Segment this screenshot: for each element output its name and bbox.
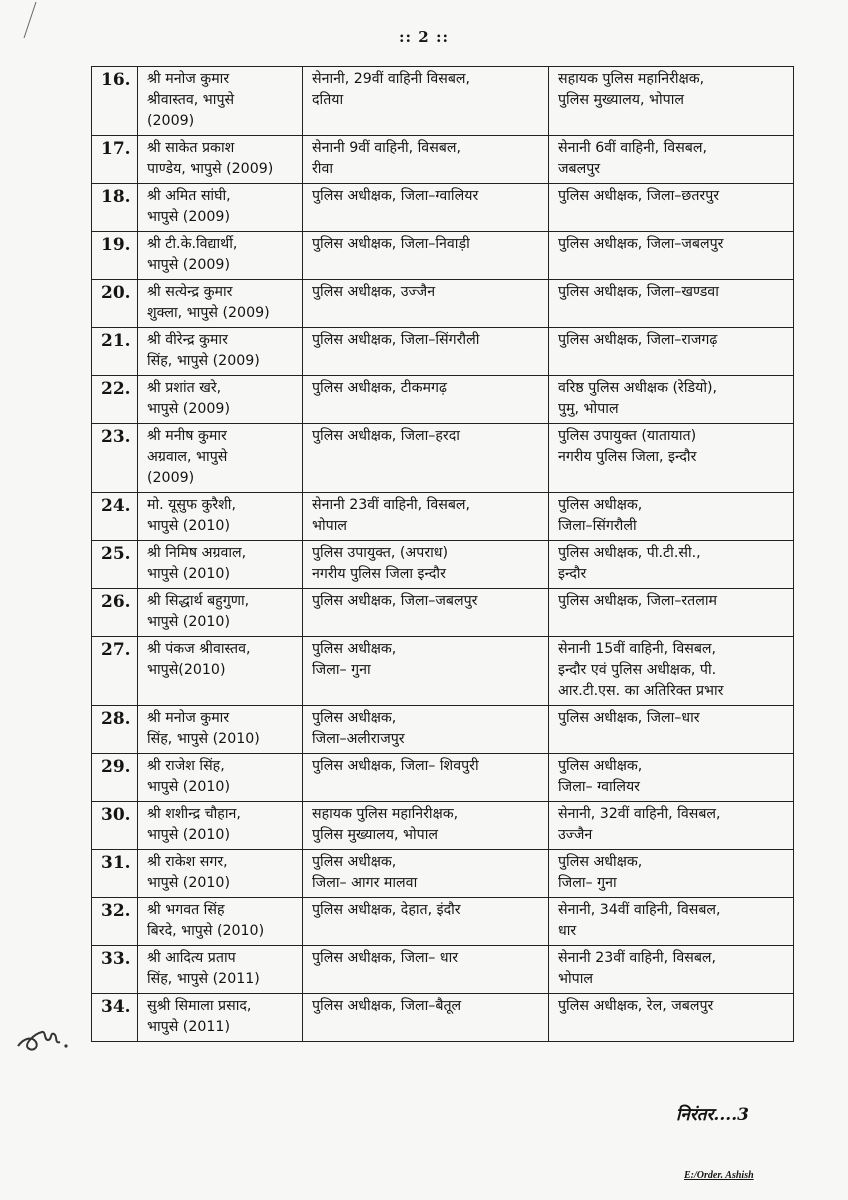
- current-posting-cell: [303, 898, 549, 946]
- new-posting-line: पुलिस अधीक्षक,: [558, 497, 643, 513]
- current-posting-cell: [303, 280, 549, 328]
- new-posting-cell: [549, 376, 794, 424]
- new-posting-line: सेनानी 6वीं वाहिनी, विसबल,: [558, 140, 708, 156]
- new-posting-cell: [549, 541, 794, 589]
- current-posting-cell: [303, 541, 549, 589]
- officer-name-line: (2009): [147, 470, 195, 486]
- current-posting-line: दतिया: [312, 92, 344, 108]
- officer-name-line: श्री अमित सांघी,: [147, 188, 231, 204]
- new-posting-line: जिला– गुना: [558, 875, 617, 891]
- new-posting-line: नगरीय पुलिस जिला, इन्दौर: [558, 449, 697, 465]
- new-posting-cell: [549, 184, 794, 232]
- new-posting-line: पुलिस मुख्यालय, भोपाल: [558, 92, 685, 108]
- officer-name-cell: [138, 754, 303, 802]
- officer-name-cell: [138, 67, 303, 136]
- current-posting-line: पुलिस अधीक्षक, उज्जैन: [312, 284, 436, 300]
- officer-name-line: भापुसे(2010): [147, 662, 226, 678]
- table-row: [92, 850, 794, 898]
- officer-name-line: सिंह, भापुसे (2010): [147, 731, 260, 747]
- serial-number: 31.: [92, 850, 138, 898]
- officer-name-line: श्री साकेत प्रकाश: [147, 140, 235, 156]
- current-posting-cell: [303, 994, 549, 1042]
- officer-name-line: मो. यूसुफ कुरैशी,: [147, 497, 236, 513]
- current-posting-line: सहायक पुलिस महानिरीक्षक,: [312, 806, 459, 822]
- officer-name-line: श्री टी.के.विद्यार्थी,: [147, 236, 238, 252]
- new-posting-line: पुलिस अधीक्षक, जिला–राजगढ़: [558, 332, 718, 348]
- continued-note: निरंतर....3: [676, 1105, 749, 1125]
- current-posting-line: पुलिस अधीक्षक, जिला–हरदा: [312, 428, 460, 444]
- serial-number: 30.: [92, 802, 138, 850]
- officer-name-cell: [138, 376, 303, 424]
- serial-number: 26.: [92, 589, 138, 637]
- officer-name-cell: [138, 232, 303, 280]
- officer-name-cell: [138, 493, 303, 541]
- table-row: [92, 754, 794, 802]
- officer-name-cell: [138, 946, 303, 994]
- current-posting-cell: [303, 376, 549, 424]
- new-posting-cell: [549, 706, 794, 754]
- new-posting-line: इन्दौर: [558, 566, 587, 582]
- serial-number: 16.: [92, 67, 138, 136]
- officer-name-line: श्री मनोज कुमार: [147, 710, 230, 726]
- officer-name-line: श्री मनीष कुमार: [147, 428, 227, 444]
- new-posting-line: भोपाल: [558, 971, 594, 987]
- officer-name-cell: [138, 994, 303, 1042]
- current-posting-cell: [303, 754, 549, 802]
- serial-number: 21.: [92, 328, 138, 376]
- new-posting-cell: [549, 946, 794, 994]
- new-posting-line: पुलिस अधीक्षक,: [558, 854, 643, 870]
- officer-name-line: श्री सिद्धार्थ बहुगुणा,: [147, 593, 250, 609]
- current-posting-cell: [303, 328, 549, 376]
- new-posting-line: वरिष्ठ पुलिस अधीक्षक (रेडियो),: [558, 380, 718, 396]
- new-posting-line: धार: [558, 923, 577, 939]
- current-posting-cell: [303, 232, 549, 280]
- current-posting-cell: [303, 589, 549, 637]
- new-posting-line: पुलिस अधीक्षक, जिला–जबलपुर: [558, 236, 724, 252]
- new-posting-line: उज्जैन: [558, 827, 593, 843]
- new-posting-cell: [549, 232, 794, 280]
- table-row: [92, 706, 794, 754]
- current-posting-line: पुलिस अधीक्षक, जिला–ग्वालियर: [312, 188, 479, 204]
- current-posting-line: पुलिस अधीक्षक, जिला–बैतूल: [312, 998, 462, 1014]
- table-row: [92, 637, 794, 706]
- table-row: [92, 541, 794, 589]
- serial-number: 32.: [92, 898, 138, 946]
- new-posting-line: पुलिस अधीक्षक, पी.टी.सी.,: [558, 545, 701, 561]
- table-row: [92, 946, 794, 994]
- serial-number: 34.: [92, 994, 138, 1042]
- table-row: [92, 994, 794, 1042]
- current-posting-line: पुलिस अधीक्षक, जिला– शिवपुरी: [312, 758, 479, 774]
- current-posting-line: पुलिस अधीक्षक, जिला–निवाड़ी: [312, 236, 470, 252]
- table-row: [92, 589, 794, 637]
- current-posting-line: पुलिस मुख्यालय, भोपाल: [312, 827, 439, 843]
- table-row: [92, 424, 794, 493]
- officer-name-cell: [138, 898, 303, 946]
- officer-name-cell: [138, 802, 303, 850]
- new-posting-line: पुमु, भोपाल: [558, 401, 619, 417]
- serial-number: 19.: [92, 232, 138, 280]
- new-posting-cell: [549, 637, 794, 706]
- officer-name-line: अग्रवाल, भापुसे: [147, 449, 228, 465]
- new-posting-cell: [549, 754, 794, 802]
- officer-name-line: भापुसे (2009): [147, 209, 230, 225]
- current-posting-cell: [303, 850, 549, 898]
- new-posting-line: जिला– ग्वालियर: [558, 779, 640, 795]
- new-posting-cell: [549, 280, 794, 328]
- current-posting-line: सेनानी, 29वीं वाहिनी विसबल,: [312, 71, 471, 87]
- officer-name-line: श्री निमिष अग्रवाल,: [147, 545, 247, 561]
- current-posting-line: भोपाल: [312, 518, 348, 534]
- table-row: [92, 232, 794, 280]
- current-posting-line: नगरीय पुलिस जिला इन्दौर: [312, 566, 446, 582]
- officer-name-line: भापुसे (2010): [147, 779, 230, 795]
- current-posting-line: पुलिस अधीक्षक, देहात, इंदौर: [312, 902, 461, 918]
- officer-name-cell: [138, 850, 303, 898]
- officer-name-line: श्री राजेश सिंह,: [147, 758, 225, 774]
- officer-name-line: सुश्री सिमाला प्रसाद,: [147, 998, 252, 1014]
- new-posting-cell: [549, 424, 794, 493]
- new-posting-cell: [549, 802, 794, 850]
- new-posting-line: पुलिस अधीक्षक, जिला–खण्डवा: [558, 284, 719, 300]
- current-posting-cell: [303, 136, 549, 184]
- new-posting-line: पुलिस अधीक्षक, जिला–रतलाम: [558, 593, 718, 609]
- new-posting-line: पुलिस अधीक्षक,: [558, 758, 643, 774]
- officer-name-cell: [138, 637, 303, 706]
- file-reference: E:/Order. Ashish: [684, 1170, 754, 1181]
- officer-name-line: सिंह, भापुसे (2011): [147, 971, 260, 987]
- new-posting-cell: [549, 898, 794, 946]
- new-posting-cell: [549, 328, 794, 376]
- officer-name-line: श्री प्रशांत खरे,: [147, 380, 222, 396]
- officer-name-cell: [138, 328, 303, 376]
- table-row: [92, 136, 794, 184]
- new-posting-cell: [549, 589, 794, 637]
- new-posting-cell: [549, 136, 794, 184]
- serial-number: 24.: [92, 493, 138, 541]
- officer-name-cell: [138, 541, 303, 589]
- officer-name-line: श्री पंकज श्रीवास्तव,: [147, 641, 251, 657]
- new-posting-line: सेनानी, 34वीं वाहिनी, विसबल,: [558, 902, 721, 918]
- current-posting-line: पुलिस उपायुक्त, (अपराध): [312, 545, 449, 561]
- officer-name-line: बिरदे, भापुसे (2010): [147, 923, 265, 939]
- new-posting-line: पुलिस अधीक्षक, रेल, जबलपुर: [558, 998, 714, 1014]
- officer-name-line: श्री मनोज कुमार: [147, 71, 230, 87]
- officer-name-line: श्री आदित्य प्रताप: [147, 950, 236, 966]
- table-row: [92, 280, 794, 328]
- current-posting-line: जिला– गुना: [312, 662, 371, 678]
- officer-name-line: भापुसे (2011): [147, 1019, 230, 1035]
- current-posting-line: सेनानी 9वीं वाहिनी, विसबल,: [312, 140, 462, 156]
- serial-number: 18.: [92, 184, 138, 232]
- serial-number: 20.: [92, 280, 138, 328]
- current-posting-line: सेनानी 23वीं वाहिनी, विसबल,: [312, 497, 471, 513]
- new-posting-line: पुलिस उपायुक्त (यातायात): [558, 428, 697, 444]
- serial-number: 27.: [92, 637, 138, 706]
- current-posting-line: पुलिस अधीक्षक,: [312, 854, 397, 870]
- current-posting-line: पुलिस अधीक्षक, जिला– धार: [312, 950, 459, 966]
- officer-name-line: भापुसे (2009): [147, 401, 230, 417]
- table-row: [92, 802, 794, 850]
- officer-name-line: श्री वीरेन्द्र कुमार: [147, 332, 228, 348]
- serial-number: 33.: [92, 946, 138, 994]
- officer-name-line: श्री भगवत सिंह: [147, 902, 225, 918]
- serial-number: 25.: [92, 541, 138, 589]
- table-row: [92, 376, 794, 424]
- new-posting-cell: [549, 493, 794, 541]
- new-posting-line: जिला–सिंगरौली: [558, 518, 637, 534]
- table-row: [92, 898, 794, 946]
- officer-name-line: श्री शशीन्द्र चौहान,: [147, 806, 241, 822]
- officer-name-line: श्री सत्येन्द्र कुमार: [147, 284, 233, 300]
- table-row: [92, 67, 794, 136]
- new-posting-line: पुलिस अधीक्षक, जिला–छतरपुर: [558, 188, 720, 204]
- new-posting-line: सेनानी 15वीं वाहिनी, विसबल,: [558, 641, 717, 657]
- new-posting-cell: [549, 67, 794, 136]
- current-posting-line: जिला–अलीराजपुर: [312, 731, 405, 747]
- table-row: [92, 328, 794, 376]
- serial-number: 29.: [92, 754, 138, 802]
- current-posting-cell: [303, 493, 549, 541]
- officer-name-line: भापुसे (2010): [147, 566, 230, 582]
- new-posting-line: आर.टी.एस. का अतिरिक्त प्रभार: [558, 683, 724, 699]
- officer-name-cell: [138, 280, 303, 328]
- officer-name-line: (2009): [147, 113, 195, 129]
- officer-name-line: भापुसे (2010): [147, 875, 230, 891]
- serial-number: 22.: [92, 376, 138, 424]
- table-row: [92, 493, 794, 541]
- current-posting-cell: [303, 946, 549, 994]
- current-posting-cell: [303, 637, 549, 706]
- current-posting-cell: [303, 424, 549, 493]
- current-posting-line: पुलिस अधीक्षक,: [312, 710, 397, 726]
- officer-name-cell: [138, 424, 303, 493]
- officer-name-line: शुक्ला, भापुसे (2009): [147, 305, 270, 321]
- officer-name-line: भापुसे (2010): [147, 614, 230, 630]
- officer-name-line: भापुसे (2010): [147, 518, 230, 534]
- page-number-marker: :: 2 ::: [398, 28, 450, 46]
- current-posting-line: रीवा: [312, 161, 334, 177]
- new-posting-cell: [549, 994, 794, 1042]
- serial-number: 23.: [92, 424, 138, 493]
- current-posting-line: पुलिस अधीक्षक, जिला–सिंगरौली: [312, 332, 480, 348]
- table-body: [92, 67, 794, 1042]
- officer-name-line: भापुसे (2009): [147, 257, 230, 273]
- current-posting-line: जिला– आगर मालवा: [312, 875, 418, 891]
- new-posting-line: पुलिस अधीक्षक, जिला–धार: [558, 710, 700, 726]
- officer-name-cell: [138, 136, 303, 184]
- new-posting-line: सहायक पुलिस महानिरीक्षक,: [558, 71, 705, 87]
- current-posting-line: पुलिस अधीक्षक,: [312, 641, 397, 657]
- officer-name-line: पाण्डेय, भापुसे (2009): [147, 161, 274, 177]
- current-posting-cell: [303, 67, 549, 136]
- transfer-table: [91, 66, 794, 1042]
- serial-number: 28.: [92, 706, 138, 754]
- officer-name-cell: [138, 706, 303, 754]
- new-posting-line: सेनानी, 32वीं वाहिनी, विसबल,: [558, 806, 721, 822]
- officer-name-line: श्रीवास्तव, भापुसे: [147, 92, 235, 108]
- table-row: [92, 184, 794, 232]
- officer-name-cell: [138, 589, 303, 637]
- current-posting-line: पुलिस अधीक्षक, जिला–जबलपुर: [312, 593, 478, 609]
- new-posting-line: जबलपुर: [558, 161, 601, 177]
- officer-name-line: सिंह, भापुसे (2009): [147, 353, 260, 369]
- signature-initials: [14, 1018, 74, 1062]
- new-posting-line: इन्दौर एवं पुलिस अधीक्षक, पी.: [558, 662, 717, 678]
- new-posting-line: सेनानी 23वीं वाहिनी, विसबल,: [558, 950, 717, 966]
- current-posting-cell: [303, 184, 549, 232]
- current-posting-line: पुलिस अधीक्षक, टीकमगढ़: [312, 380, 447, 396]
- new-posting-cell: [549, 850, 794, 898]
- officer-name-line: भापुसे (2010): [147, 827, 230, 843]
- current-posting-cell: [303, 802, 549, 850]
- current-posting-cell: [303, 706, 549, 754]
- officer-name-line: श्री राकेश सगर,: [147, 854, 228, 870]
- serial-number: 17.: [92, 136, 138, 184]
- officer-name-cell: [138, 184, 303, 232]
